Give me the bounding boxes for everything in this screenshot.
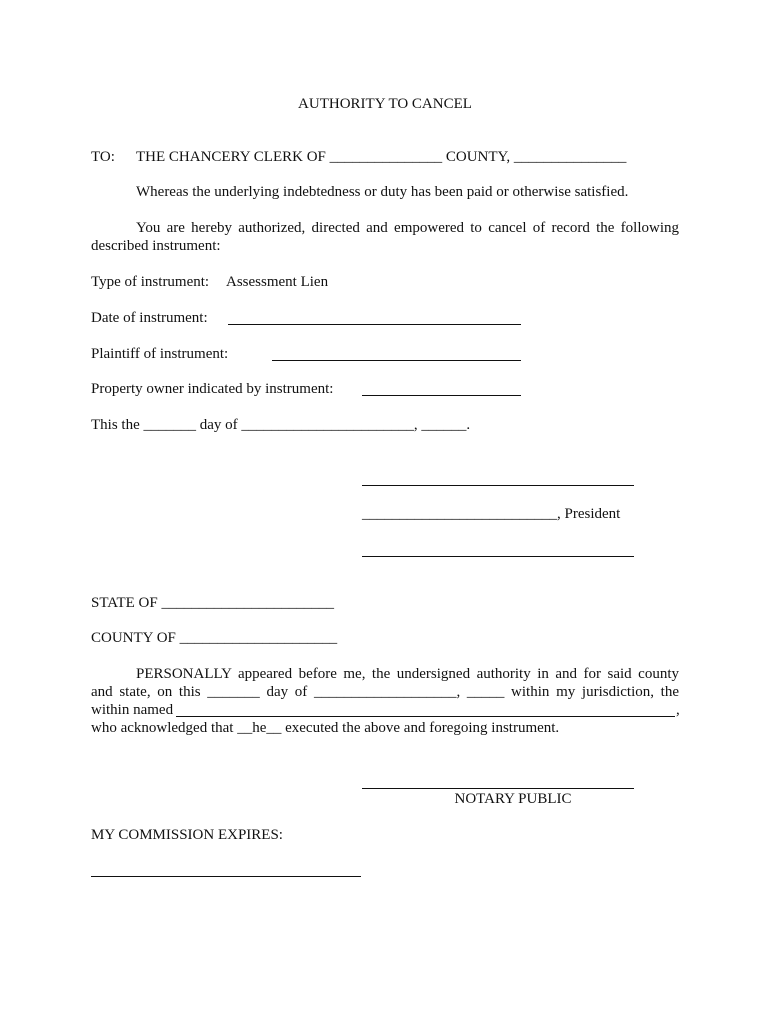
commission-expires-blank <box>91 876 361 877</box>
state-of-line: STATE OF _______________________ <box>91 595 334 611</box>
to-chancery-clerk: THE CHANCERY CLERK OF _______________ COUNTY, _______________ <box>136 149 627 165</box>
type-of-instrument-label: Type of instrument: <box>91 274 210 290</box>
whereas-paragraph: Whereas the underlying indebtedness or duty has been paid or otherwise satisfied. <box>136 184 629 200</box>
personally-paragraph-line-2: and state, on this _______ day of ___________________, _____ within my jurisdiction, the <box>91 684 679 700</box>
county-of-line: COUNTY OF _____________________ <box>91 630 338 646</box>
this-the-date-line: This the _______ day of _______________________, ______. <box>91 417 471 433</box>
within-named-comma: , <box>676 702 680 718</box>
commission-expires-label: MY COMMISSION EXPIRES: <box>91 827 283 843</box>
acknowledged-line: who acknowledged that __he__ executed the above and foregoing instrument. <box>91 720 560 736</box>
personally-paragraph-line-1: PERSONALLY appeared before me, the undersigned authority in and for said county <box>136 666 679 682</box>
document-title: AUTHORITY TO CANCEL <box>298 96 472 112</box>
signature-line-1 <box>362 485 634 486</box>
president-signature-line: __________________________, President <box>362 506 621 522</box>
notary-signature-line <box>362 788 634 789</box>
authorized-paragraph-line-2: described instrument: <box>91 238 221 254</box>
date-of-instrument-label: Date of instrument: <box>91 310 208 326</box>
plaintiff-of-instrument-blank <box>272 360 521 361</box>
within-named-label: within named <box>91 702 174 718</box>
within-named-blank <box>176 716 675 717</box>
authorized-paragraph-line-1: You are hereby authorized, directed and empowered to cancel of record the following <box>136 220 679 236</box>
plaintiff-of-instrument-label: Plaintiff of instrument: <box>91 346 229 362</box>
to-label: TO: <box>91 149 115 165</box>
property-owner-blank <box>362 395 521 396</box>
signature-line-3 <box>362 556 634 557</box>
property-owner-label: Property owner indicated by instrument: <box>91 381 334 397</box>
notary-public-label: NOTARY PUBLIC <box>454 791 572 807</box>
date-of-instrument-blank <box>228 324 521 325</box>
type-of-instrument-value: Assessment Lien <box>226 274 329 290</box>
